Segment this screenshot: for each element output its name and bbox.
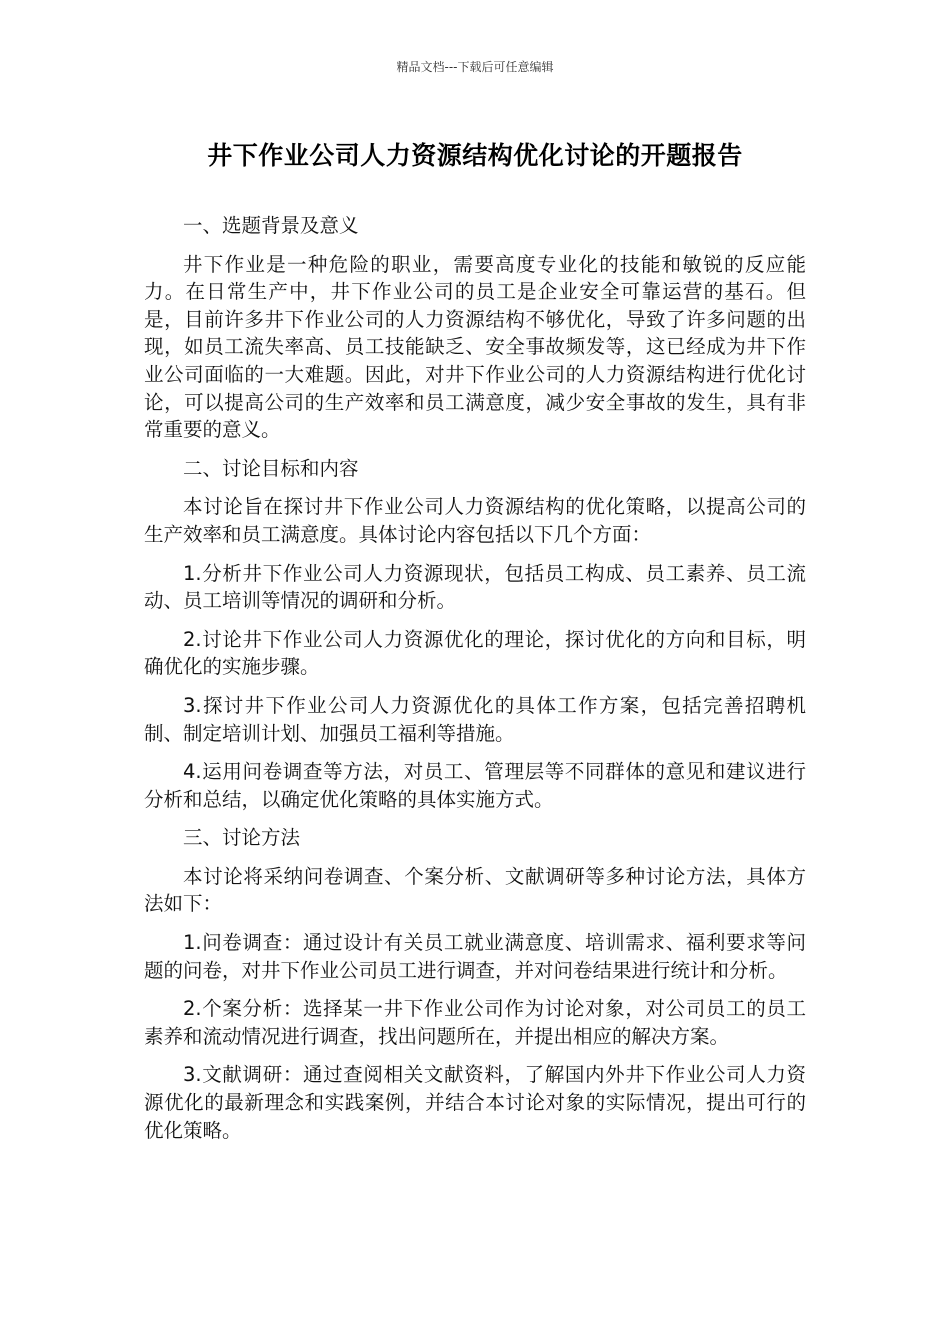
list-item-goal-1: 1.分析井下作业公司人力资源现状，包括员工构成、员工素养、员工流动、员工培训等情况的调研和分析。 — [144, 561, 806, 613]
list-item-goal-4: 4.运用问卷调查等方法，对员工、管理层等不同群体的意见和建议进行分析和总结，以确定优化策略的具体实施方式。 — [144, 760, 806, 811]
paragraph-goals-intro: 本讨论旨在探讨井下作业公司人力资源结构的优化策略，以提高公司的生产效率和员工满意度。具体讨论内容包括以下几个方面： — [144, 495, 806, 546]
paragraph-background: 井下作业是一种危险的职业，需要高度专业化的技能和敏锐的反应能力。在日常生产中，井下作业公司的员工是企业安全可靠运营的基石。但是，目前许多井下作业公司的人力资源结构不够优化，导致了许多问题的出现，如员工流失率高、员工技能缺乏、安全事故频发等，这已经成为井下作业公司面临的一大难题。因此，对井下作业公司的人力资源结构进行优化讨论，可以提高公司的生产效率和员工满意度，减少安全事故的发生，具有非常重要的意义。 — [144, 252, 806, 442]
section-heading-background: 一、选题背景及意义 — [183, 214, 359, 237]
list-item-method-3: 3.文献调研：通过查阅相关文献资料，了解国内外井下作业公司人力资源优化的最新理念和实践案例，并结合本讨论对象的实际情况，提出可行的优化策略。 — [144, 1063, 806, 1142]
list-item-method-2: 2.个案分析：选择某一井下作业公司作为讨论对象，对公司员工的员工素养和流动情况进行调查，找出问题所在，并提出相应的解决方案。 — [144, 997, 806, 1048]
paragraph-methods-intro: 本讨论将采纳问卷调查、个案分析、文献调研等多种讨论方法，具体方法如下： — [144, 864, 806, 916]
section-heading-methods: 三、讨论方法 — [183, 826, 301, 850]
list-item-goal-3: 3.探讨井下作业公司人力资源优化的具体工作方案，包括完善招聘机制、制定培训计划、加强员工福利等措施。 — [144, 693, 806, 745]
section-heading-goals: 二、讨论目标和内容 — [183, 456, 359, 480]
header-note: 精品文档---下载后可任意编辑 — [396, 60, 554, 74]
list-item-method-1: 1.问卷调查：通过设计有关员工就业满意度、培训需求、福利要求等问题的问卷，对井下作业公司员工进行调查，并对问卷结果进行统计和分析。 — [144, 931, 806, 982]
document-title: 井下作业公司人力资源结构优化讨论的开题报告 — [207, 141, 743, 170]
list-item-goal-2: 2.讨论井下作业公司人力资源优化的理论，探讨优化的方向和目标，明确优化的实施步骤。 — [144, 627, 806, 679]
document-body — [144, 212, 806, 1155]
